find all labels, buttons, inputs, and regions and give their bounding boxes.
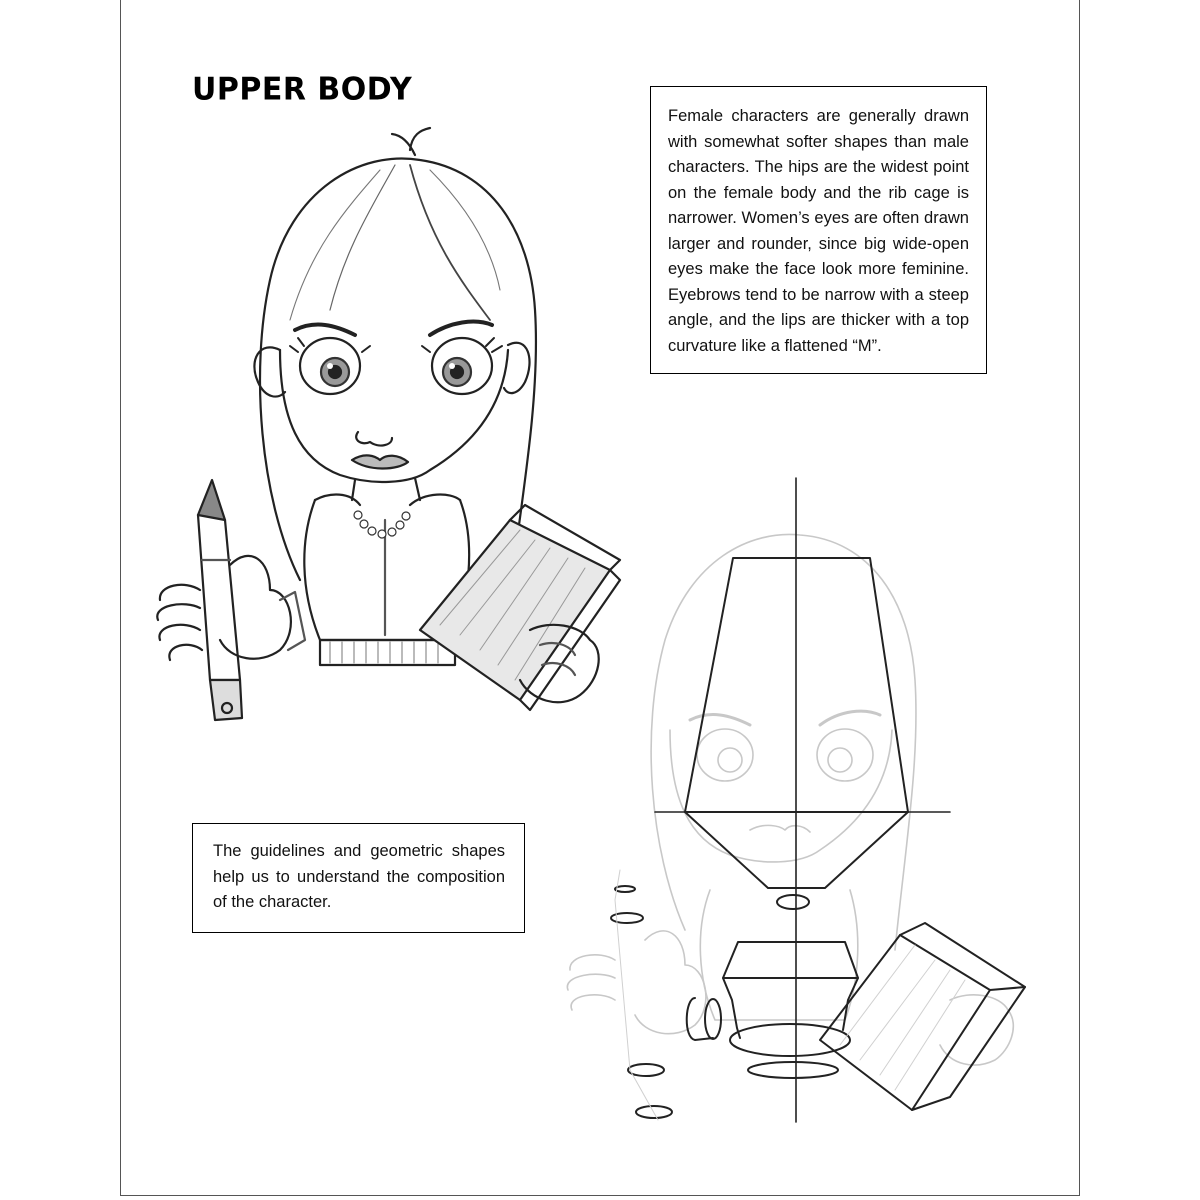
intro-text: Female characters are generally drawn with somewhat softer shapes than male characters. The hips are the widest point on the female body and the rib cage is narrower. Women’s eyes are often drawn larger and rounder, since big wide-open eyes make the face look more feminine. Eyebrows tend to be narrow with a steep angle, and the lips are thicker with a top curvature like a flattened “M”. <box>668 107 969 355</box>
construction-guidelines-illustration <box>540 470 1040 1160</box>
page-title: UPPER BODY <box>192 71 413 108</box>
intro-text-box <box>650 86 987 374</box>
guidelines-text-box <box>192 823 525 933</box>
guidelines-text: The guidelines and geometric shapes help us to understand the composition of the character. <box>213 842 505 911</box>
